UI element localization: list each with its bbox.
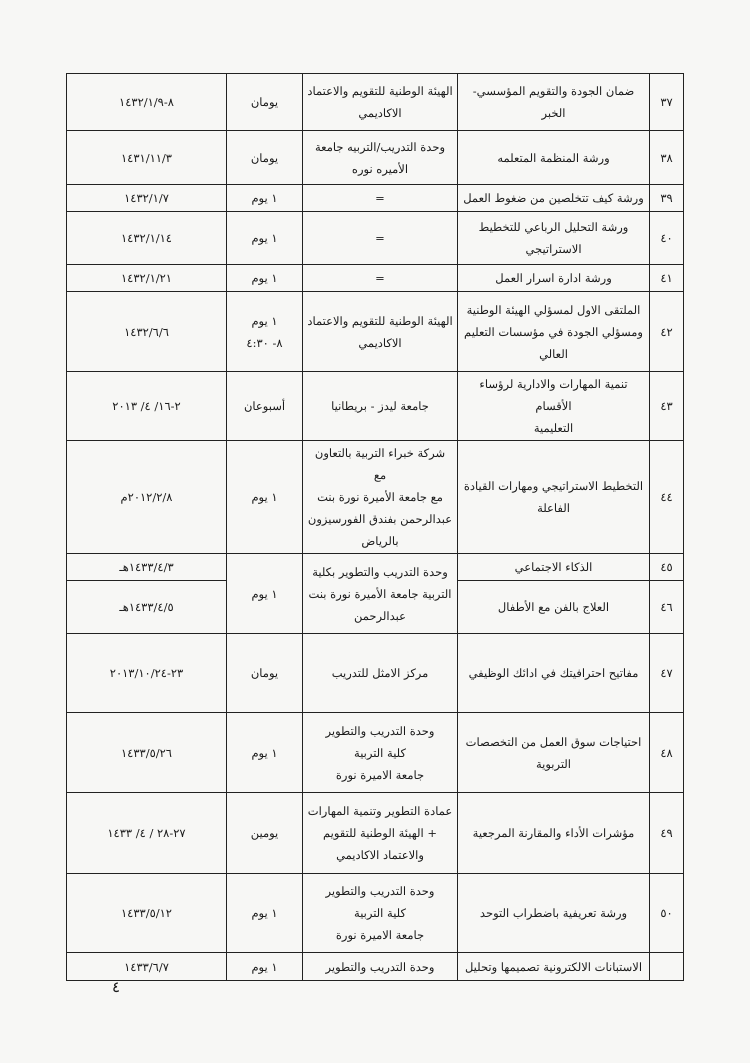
duration	[227, 713, 303, 793]
table-row	[67, 131, 684, 185]
table-row	[67, 874, 684, 953]
organizer	[303, 953, 458, 981]
duration-line: ١ يوم	[251, 313, 278, 328]
table-row	[67, 372, 684, 441]
course-title	[458, 793, 650, 874]
organizer	[303, 793, 458, 874]
duration	[227, 212, 303, 265]
duration	[227, 372, 303, 441]
course-title-line: تنمية المهارات والادارية لرؤساء الأقسام	[479, 377, 628, 413]
course-title	[458, 185, 650, 212]
organizer-line: كلية التربية	[354, 906, 406, 920]
organizer-line: + الهيئة الوطنية للتقويم	[322, 826, 437, 840]
course-title-line: احتياجات سوق العمل من التخصصات	[465, 734, 642, 749]
course-title-line: ورشة المنظمة المتعلمه	[497, 150, 610, 165]
course-date: ١٤٣٣/٤/٥هـ	[67, 581, 227, 634]
duration-line: يومان	[250, 666, 279, 680]
organizer-line: جامعة الاميرة نورة	[335, 928, 425, 942]
organizer-line: بالرياض	[361, 534, 399, 548]
row-number: ٤٦	[650, 581, 684, 634]
organizer-line: الاكاديمي	[358, 106, 402, 120]
table-row	[67, 634, 684, 713]
course-title-line: التخطيط الاستراتيجي ومهارات القيادة	[463, 479, 644, 493]
duration-line: ١ يوم	[251, 490, 278, 504]
duration-line: يومين	[250, 826, 279, 840]
course-title	[458, 131, 650, 185]
course-title-line: الذكاء الاجتماعي	[514, 560, 593, 574]
course-date: ١٤٣٣/٥/١٢	[67, 874, 227, 953]
courses-table	[66, 73, 684, 981]
course-title	[458, 441, 650, 554]
course-title-line: مؤشرات الأداء والمقارنة المرجعية	[472, 826, 635, 840]
organizer	[303, 634, 458, 713]
course-title	[458, 265, 650, 292]
organizer	[303, 74, 458, 131]
course-title-line: الاستبانات الالكترونية تصميمها وتحليل	[464, 959, 643, 974]
row-number: ٤٤	[650, 441, 684, 554]
row-number: ٤٠	[650, 212, 684, 265]
course-title-line: ورشة ادارة اسرار العمل	[495, 271, 612, 285]
row-number: ٥٠	[650, 874, 684, 953]
duration	[227, 131, 303, 185]
organizer-line: شركة خبراء التربية بالتعاون مع	[314, 446, 446, 482]
courses-table-body	[67, 74, 684, 981]
organizer	[303, 554, 458, 634]
organizer-line: جامعة ليدز - بريطانيا	[331, 399, 429, 413]
duration	[227, 292, 303, 372]
organizer-line: عمادة التطوير وتنمية المهارات	[307, 804, 453, 818]
course-title	[458, 581, 650, 634]
duration-line: ١ يوم	[251, 586, 278, 601]
organizer	[303, 292, 458, 372]
organizer	[303, 874, 458, 953]
table-row	[67, 74, 684, 131]
course-date: ١٤٣٢/٦/٦	[67, 292, 227, 372]
organizer	[303, 131, 458, 185]
table-row	[67, 185, 684, 212]
duration-line: ١ يوم	[251, 231, 278, 245]
row-number: ٣٨	[650, 131, 684, 185]
course-date: ١٤٣٣/٥/٢٦	[67, 713, 227, 793]
duration	[227, 441, 303, 554]
row-number: ٤٧	[650, 634, 684, 713]
course-title	[458, 74, 650, 131]
row-number: ٤٢	[650, 292, 684, 372]
duration	[227, 953, 303, 981]
course-title	[458, 713, 650, 793]
duration-line: ١ يوم	[251, 271, 278, 285]
organizer-line: كلية التربية	[354, 745, 406, 760]
course-title	[458, 874, 650, 953]
organizer-line: وحدة التدريب والتطوير	[325, 884, 435, 898]
duration-line: يومان	[250, 95, 279, 109]
table-row	[67, 793, 684, 874]
page-number: ٤	[112, 978, 121, 996]
course-date: ١٤٣١/١١/٣	[67, 131, 227, 185]
row-number: ٤١	[650, 265, 684, 292]
course-date: ٢٣-٢٠١٣/١٠/٢٤	[67, 634, 227, 713]
course-title	[458, 953, 650, 981]
organizer-line: والاعتماد الاكاديمي	[336, 848, 424, 862]
course-title-line: الفاعلة	[537, 501, 570, 515]
organizer-line: =	[375, 191, 385, 205]
organizer	[303, 212, 458, 265]
duration-line: ١ يوم	[251, 745, 278, 760]
row-number: ٣٩	[650, 185, 684, 212]
course-title-line: الملتقى الاول لمسؤلي الهيئة الوطنية	[466, 302, 641, 317]
organizer-line: مع جامعة الأميرة نورة بنت	[317, 490, 443, 504]
row-number: ٤٣	[650, 372, 684, 441]
organizer-line: جامعة الاميرة نورة	[335, 767, 425, 782]
row-number: ٤٩	[650, 793, 684, 874]
course-title-line: العالي	[539, 346, 568, 361]
course-title-line: ورشة التحليل الرباعي للتخطيط	[478, 220, 629, 234]
course-date: ٨-١٤٣٢/١/٩	[67, 74, 227, 131]
organizer-line: الاكاديمي	[358, 335, 402, 350]
course-title-line: مفاتيح احترافيتك في ادائك الوظيفي	[468, 666, 639, 680]
duration-line: ١ يوم	[251, 959, 278, 974]
duration-line: يومان	[250, 150, 279, 165]
row-number: ٤٨	[650, 713, 684, 793]
organizer	[303, 185, 458, 212]
course-date: ٢٠١٢/٢/٨م	[67, 441, 227, 554]
table-row	[67, 292, 684, 372]
duration-line: ٨- ٤:٣٠	[246, 335, 283, 350]
duration	[227, 874, 303, 953]
course-date: ١٤٣٣/٤/٣هـ	[67, 554, 227, 581]
table-row	[67, 265, 684, 292]
row-number: ٤٥	[650, 554, 684, 581]
duration	[227, 793, 303, 874]
course-title-line: التربوية	[535, 756, 572, 771]
duration	[227, 634, 303, 713]
duration	[227, 554, 303, 634]
table-row	[67, 441, 684, 554]
course-title-line: العلاج بالفن مع الأطفال	[497, 600, 610, 614]
course-date: ٢-١٦/ ٤/ ٢٠١٣	[67, 372, 227, 441]
row-number	[650, 953, 684, 981]
course-title	[458, 292, 650, 372]
duration-line: ١ يوم	[251, 191, 278, 205]
organizer-line: الهيئة الوطنية للتقويم والاعتماد	[307, 313, 453, 328]
organizer-line: وحدة التدريب والتطوير بكلية	[312, 564, 448, 579]
course-date: ١٤٣٢/١/٢١	[67, 265, 227, 292]
row-number: ٣٧	[650, 74, 684, 131]
course-title	[458, 212, 650, 265]
organizer-line: =	[375, 271, 385, 285]
course-title	[458, 554, 650, 581]
duration	[227, 265, 303, 292]
course-title-line: التعليمية	[533, 421, 574, 435]
organizer-line: وحدة التدريب والتطوير	[325, 723, 435, 738]
course-title	[458, 634, 650, 713]
course-title-line: ضمان الجودة والتقويم المؤسسي-الخبر	[472, 84, 635, 120]
organizer	[303, 441, 458, 554]
table-row	[67, 554, 684, 581]
organizer-line: التربية جامعة الأميرة نورة بنت	[308, 586, 452, 601]
course-date: ١٤٣٢/١/١٤	[67, 212, 227, 265]
organizer-line: عبدالرحمن بفندق الفورسيزون	[307, 512, 453, 526]
course-title-line: الاستراتيجي	[525, 242, 582, 256]
course-title-line: ومسؤلي الجودة في مؤسسات التعليم	[464, 324, 643, 339]
organizer	[303, 265, 458, 292]
organizer-line: الأميره نوره	[351, 161, 409, 176]
organizer-line: مركز الامثل للتدريب	[331, 666, 429, 680]
course-title	[458, 372, 650, 441]
course-date: ٢٧-٢٨ / ٤/ ١٤٣٣	[67, 793, 227, 874]
organizer-line: وحدة التدريب/التربيه جامعة	[315, 139, 445, 154]
course-date: ١٤٣٢/١/٧	[67, 185, 227, 212]
duration-line: أسبوعان	[243, 399, 286, 413]
course-date: ١٤٣٣/٦/٧	[67, 953, 227, 981]
organizer	[303, 372, 458, 441]
duration-line: ١ يوم	[251, 906, 278, 920]
organizer-line: الهيئة الوطنية للتقويم والاعتماد	[307, 84, 453, 98]
table-row	[67, 212, 684, 265]
organizer-line: وحدة التدريب والتطوير	[325, 959, 435, 974]
duration	[227, 185, 303, 212]
duration	[227, 74, 303, 131]
organizer-line: =	[375, 231, 385, 245]
table-row	[67, 713, 684, 793]
organizer-line: عبدالرحمن	[354, 608, 406, 623]
organizer	[303, 713, 458, 793]
table-row	[67, 953, 684, 981]
course-title-line: ورشة كيف تتخلصين من ضغوط العمل	[463, 191, 644, 205]
course-title-line: ورشة تعريفية باضطراب التوحد	[479, 906, 628, 920]
